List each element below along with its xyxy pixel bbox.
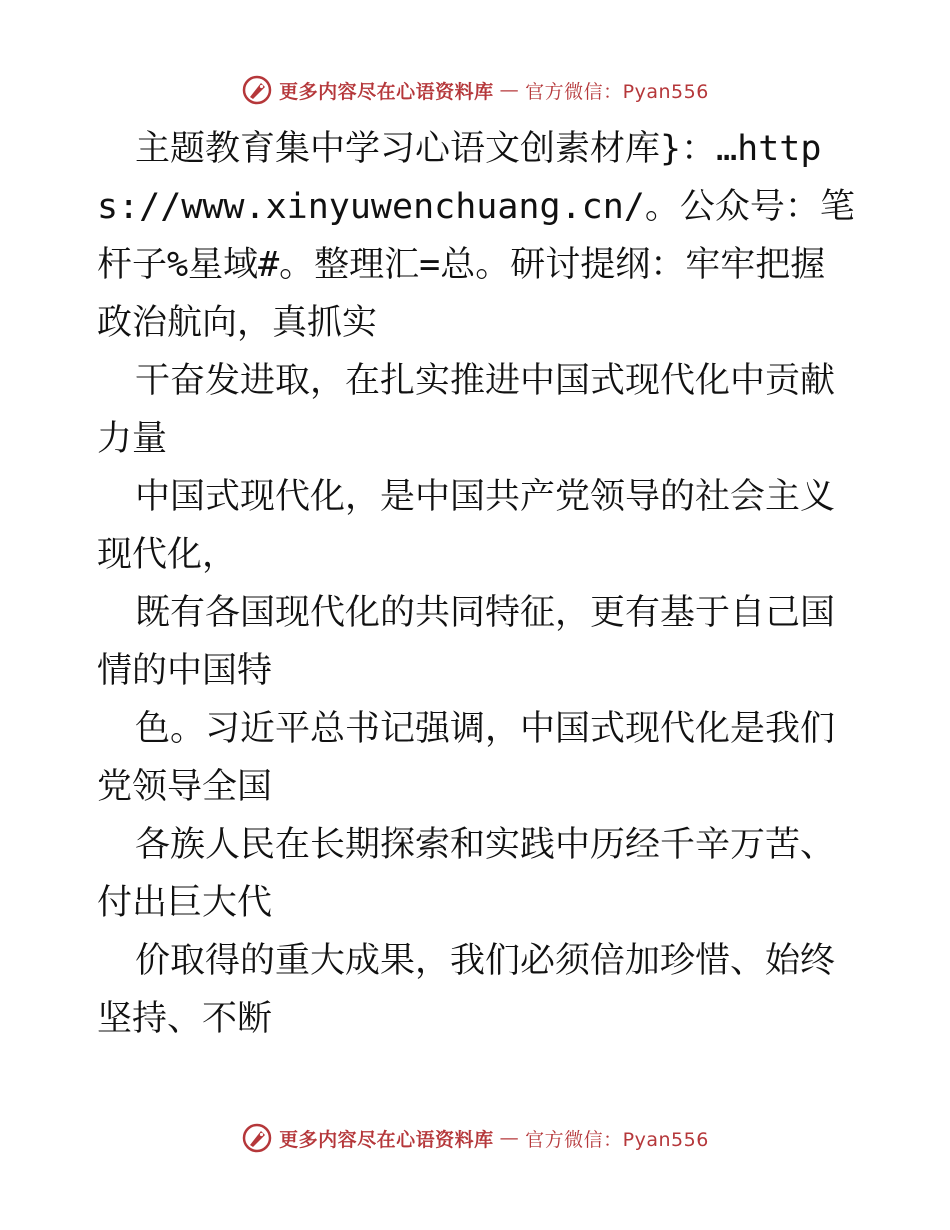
paragraph-7: 价取得的重大成果，我们必须倍加珍惜、始终坚持、不断 — [97, 941, 836, 1039]
paragraph-4: 既有各国现代化的共同特征，更有基于自己国情的中国特 — [97, 593, 836, 691]
watermark-separator: — — [499, 79, 520, 101]
pen-nib-circle-icon — [241, 1122, 273, 1154]
header-watermark — [0, 70, 950, 110]
watermark-contact-text: 官方微信：Pyan556 — [525, 1128, 709, 1151]
watermark-separator: — — [499, 1127, 520, 1149]
watermark-brand-text: 更多内容尽在心语资料库 — [279, 80, 494, 103]
watermark-brand-text: 更多内容尽在心语资料库 — [279, 1128, 494, 1151]
paragraph-3: 中国式现代化，是中国共产党领导的社会主义现代化， — [97, 477, 836, 575]
paragraph-1: 主题教育集中学习心语文创素材库}：…https://www.xinyuwenchuang.cn/。公众号：笔杆子%星域#。整理汇=总。研讨提纲：牢牢把握政治航向，真抓实 — [97, 129, 855, 343]
document-body — [97, 120, 857, 1048]
footer-watermark — [0, 1118, 950, 1158]
paragraph-6: 各族人民在长期探索和实践中历经千辛万苦、付出巨大代 — [97, 825, 836, 923]
paragraph-5: 色。习近平总书记强调，中国式现代化是我们党领导全国 — [97, 709, 836, 807]
paragraph-2: 干奋发进取，在扎实推进中国式现代化中贡献力量 — [97, 361, 836, 459]
pen-nib-circle-icon — [241, 74, 273, 106]
watermark-contact-text: 官方微信：Pyan556 — [525, 80, 709, 103]
